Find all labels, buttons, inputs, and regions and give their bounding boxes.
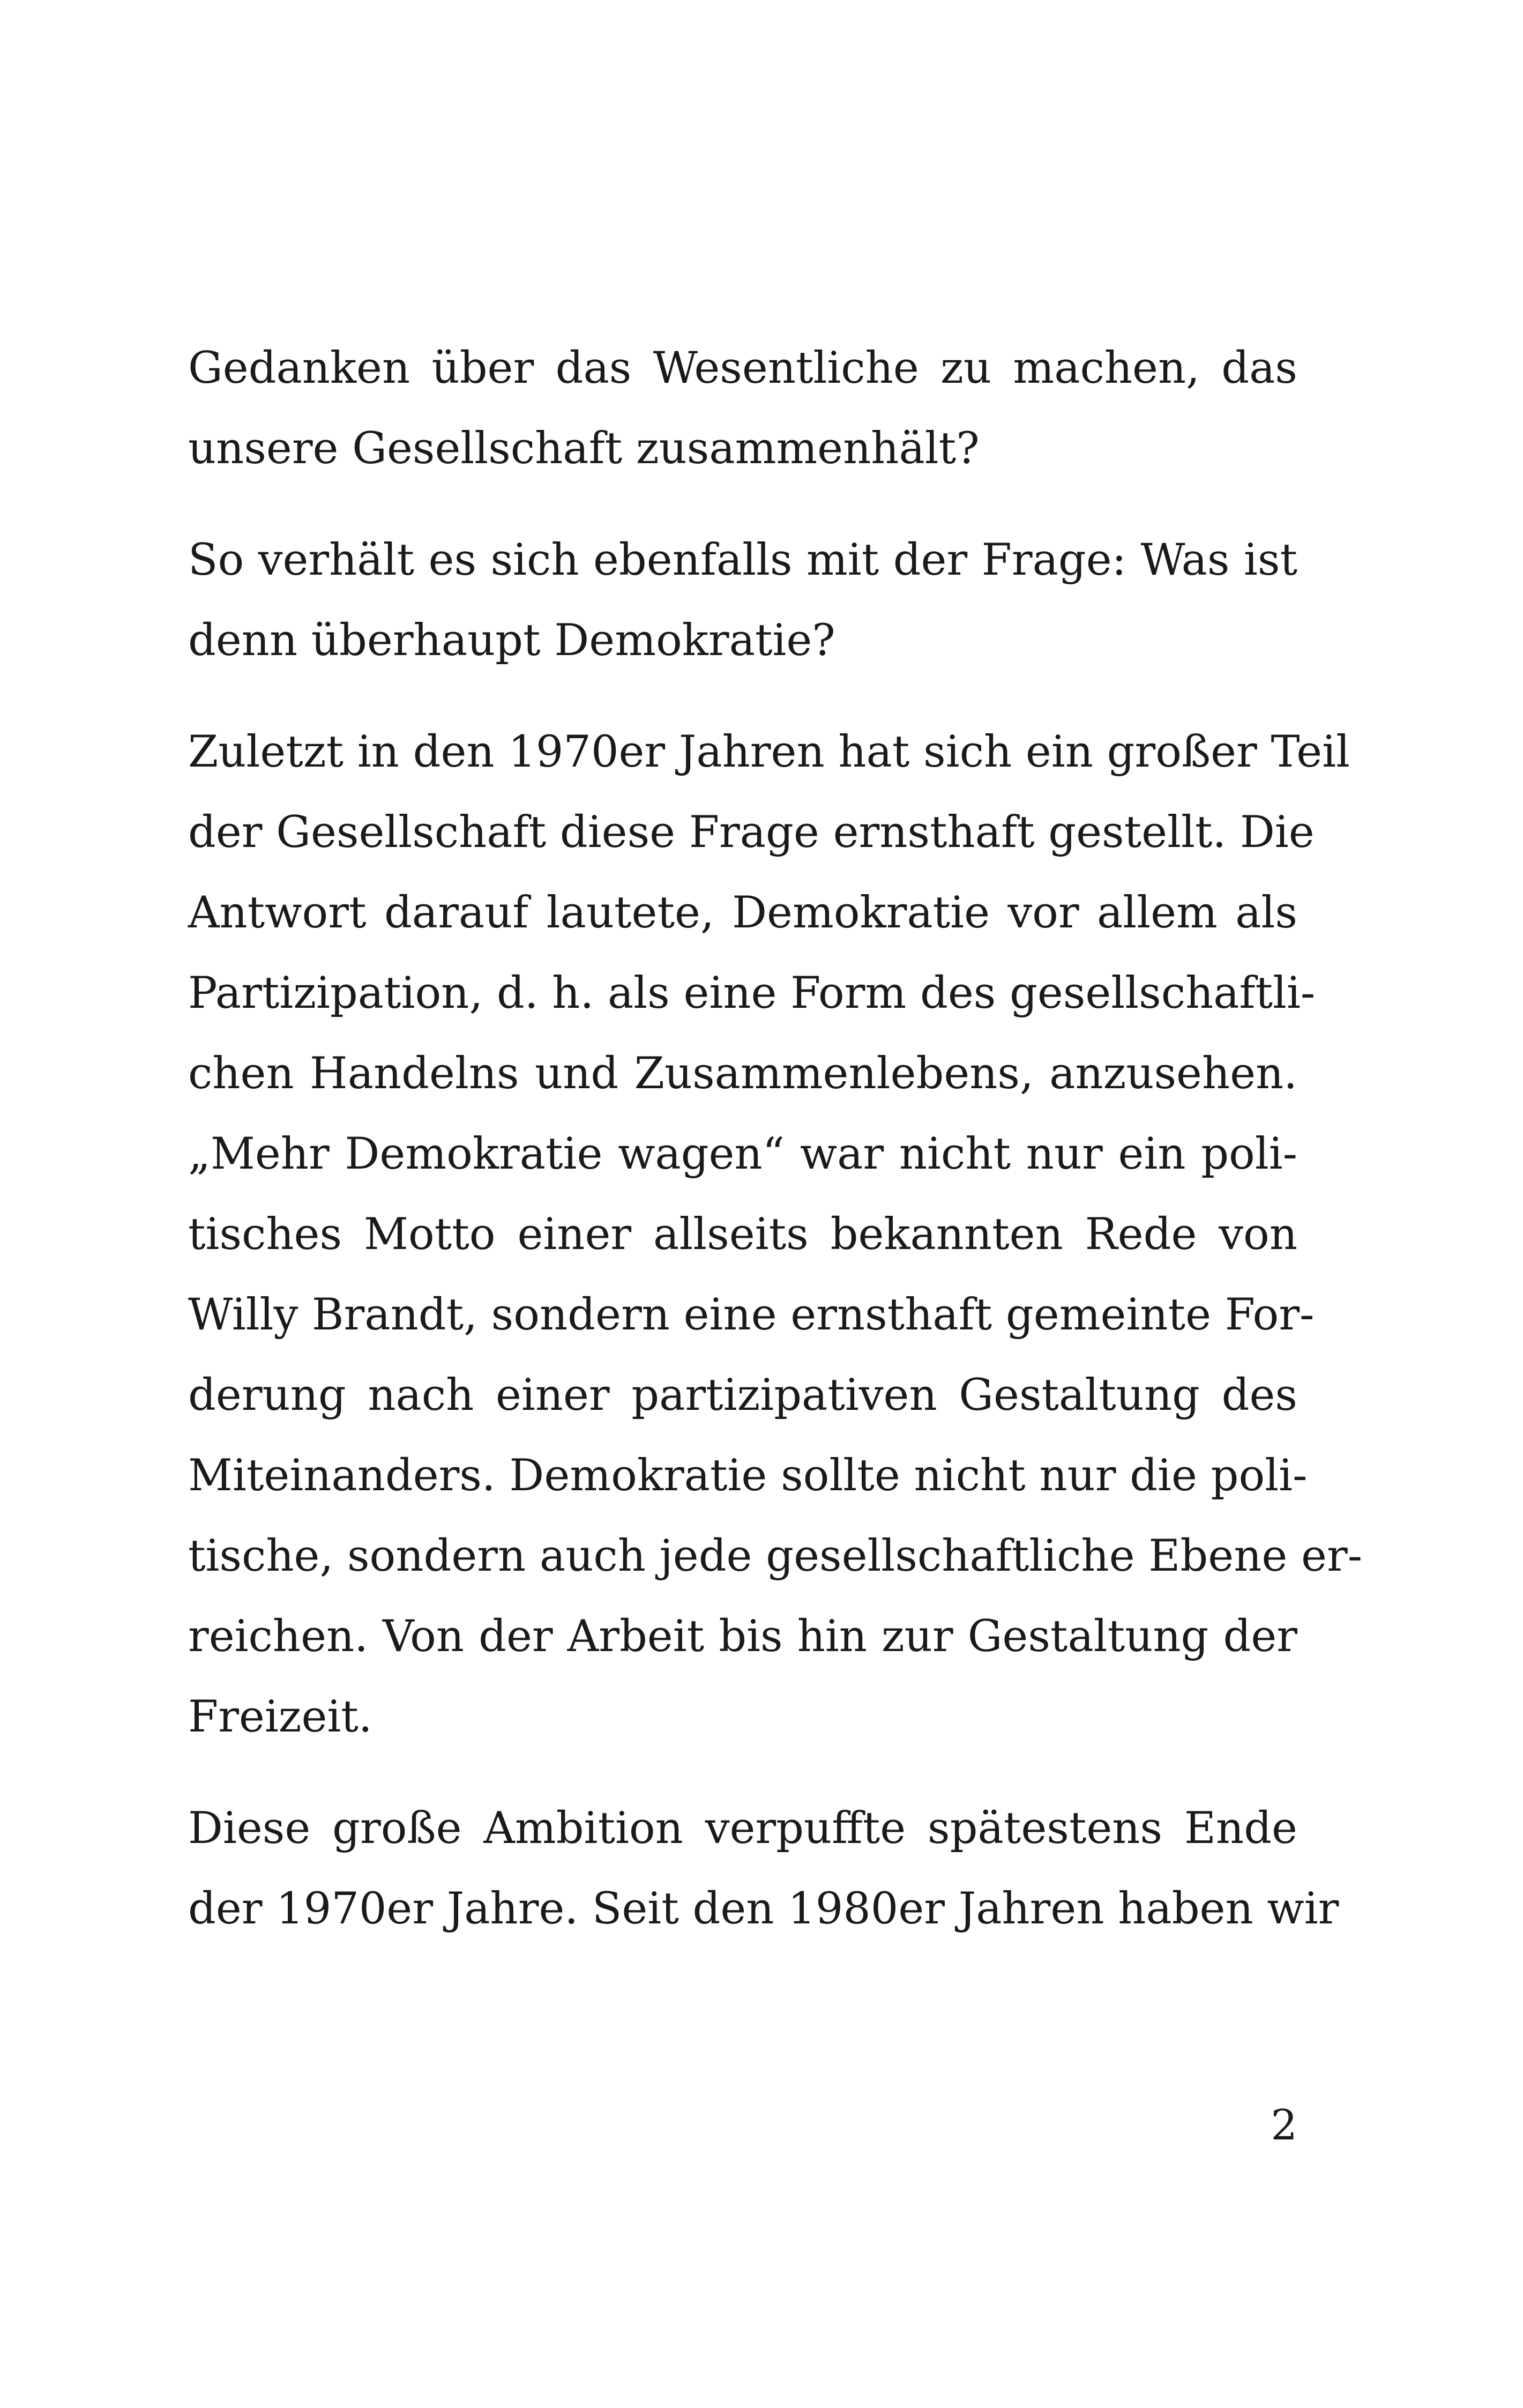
text-line: chen Handelns und Zusammenlebens, anzusehen. [188,1049,1297,1099]
text-line: der 1970er Jahre. Seit den 1980er Jahren haben wir [188,1884,1339,1934]
text-line: So verhält es sich ebenfalls mit der Frage: Was ist [188,535,1297,585]
text-line: denn überhaupt Demokratie? [188,615,835,666]
paragraph [188,520,1297,681]
text-line: derung nach einer partizipativen Gestaltung des [188,1370,1297,1421]
text-line: Gedanken über das Wesentliche zu machen, das [188,343,1297,393]
text-line: reichen. Von der Arbeit bis hin zur Gestaltung der [188,1611,1297,1662]
page-body [188,328,1363,1949]
text-line: Freizeit. [188,1692,372,1742]
text-line: Willy Brandt, sondern eine ernsthaft gemeinte For- [188,1290,1315,1340]
paragraph [188,1788,1339,1949]
text-line: tisches Motto einer allseits bekannten Rede von [188,1209,1297,1260]
text-line: „Mehr Demokratie wagen“ war nicht nur ein poli- [188,1129,1297,1179]
page-number: 2 [1271,2101,1297,2150]
text-line: Diese große Ambition verpuffte spätestens Ende [188,1803,1297,1854]
text-line: der Gesellschaft diese Frage ernsthaft gestellt. Die [188,807,1315,858]
text-line: unsere Gesellschaft zusammenhält? [188,423,980,474]
text-line: Miteinanders. Demokratie sollte nicht nur die poli- [188,1451,1308,1501]
paragraph [188,712,1363,1757]
text-line: Antwort darauf lautete, Demokratie vor allem als [188,888,1297,938]
text-line: Zuletzt in den 1970er Jahren hat sich ein großer Teil [188,727,1350,777]
text-line: tische, sondern auch jede gesellschaftliche Ebene er- [188,1531,1363,1581]
text-line: Partizipation, d. h. als eine Form des gesellschaftli- [188,968,1316,1019]
paragraph [188,328,1297,489]
